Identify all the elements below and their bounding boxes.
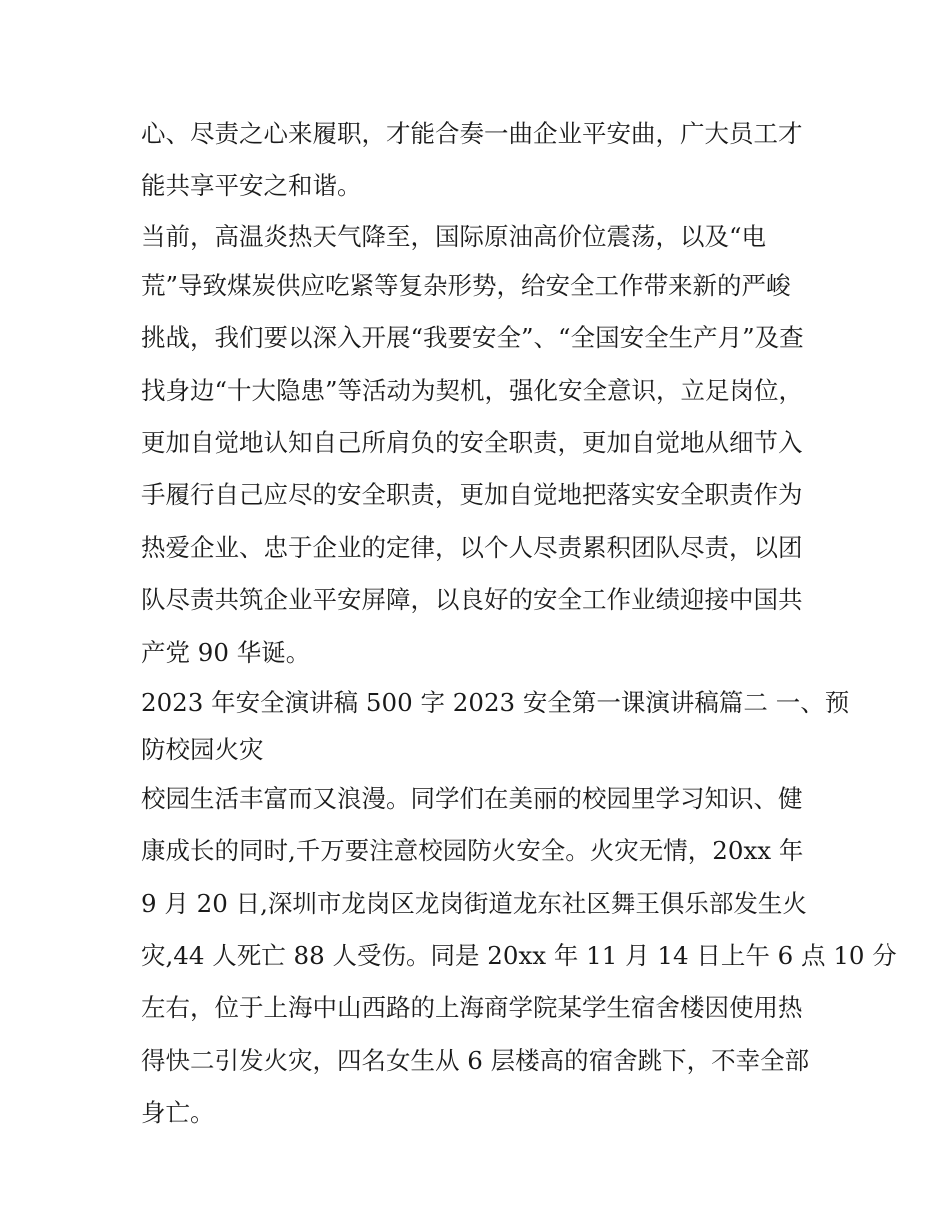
text-line: 2023 年安全演讲稿 500 字 2023 安全第一课演讲稿篇二 一、预 bbox=[141, 687, 850, 717]
section-heading bbox=[141, 679, 850, 773]
text-line: 找身边“十大隐患”等活动为契机，强化安全意识，立足岗位， bbox=[141, 375, 804, 405]
paragraph-2 bbox=[141, 213, 821, 679]
text-line: 挑战，我们要以深入开展“我要安全”、“全国安全生产月”及查 bbox=[141, 323, 804, 353]
text-line: 热爱企业、忠于企业的定律，以个人尽责累积团队尽责，以团 bbox=[141, 532, 803, 562]
text-line: 手履行自己应尽的安全职责，更加自觉地把落实安全职责作为 bbox=[141, 480, 803, 510]
paragraph-3 bbox=[141, 773, 897, 1140]
text-line: 荒”导致煤炭供应吃紧等复杂形势，给安全工作带来新的严峻 bbox=[141, 270, 791, 300]
text-line: 灾,44 人死亡 88 人受伤。同是 20xx 年 11 月 14 日上午 6 点 10 分 bbox=[141, 941, 897, 971]
document-body bbox=[141, 108, 897, 1140]
text-line: 产党 90 华诞。 bbox=[141, 637, 311, 667]
text-line: 9 月 20 日,深圳市龙岗区龙岗街道龙东社区舞王俱乐部发生火 bbox=[141, 888, 807, 918]
text-line: 康成长的同时,千万要注意校园防火安全。火灾无情，20xx 年 bbox=[141, 836, 804, 866]
text-line: 校园生活丰富而又浪漫。同学们在美丽的校园里学习知识、健 bbox=[141, 783, 803, 813]
text-line: 心、尽责之心来履职，才能合奏一曲企业平安曲，广大员工才 bbox=[141, 119, 803, 148]
text-line: 能共享平安之和谐。 bbox=[141, 171, 362, 201]
text-line: 当前，高温炎热天气降至，国际原油高价位震荡，以及“电 bbox=[141, 221, 767, 251]
paragraph-1 bbox=[141, 108, 821, 213]
text-line: 左右，位于上海中山西路的上海商学院某学生宿舍楼因使用热 bbox=[141, 993, 803, 1023]
text-line: 得快二引发火灾，四名女生从 6 层楼高的宿舍跳下，不幸全部 bbox=[141, 1045, 810, 1075]
text-line: 队尽责共筑企业平安屏障，以良好的安全工作业绩迎接中国共 bbox=[141, 585, 803, 615]
text-line: 防校园火灾 bbox=[141, 734, 264, 764]
text-line: 更加自觉地认知自己所肩负的安全职责，更加自觉地从细节入 bbox=[141, 427, 803, 457]
text-line: 身亡。 bbox=[141, 1098, 215, 1128]
